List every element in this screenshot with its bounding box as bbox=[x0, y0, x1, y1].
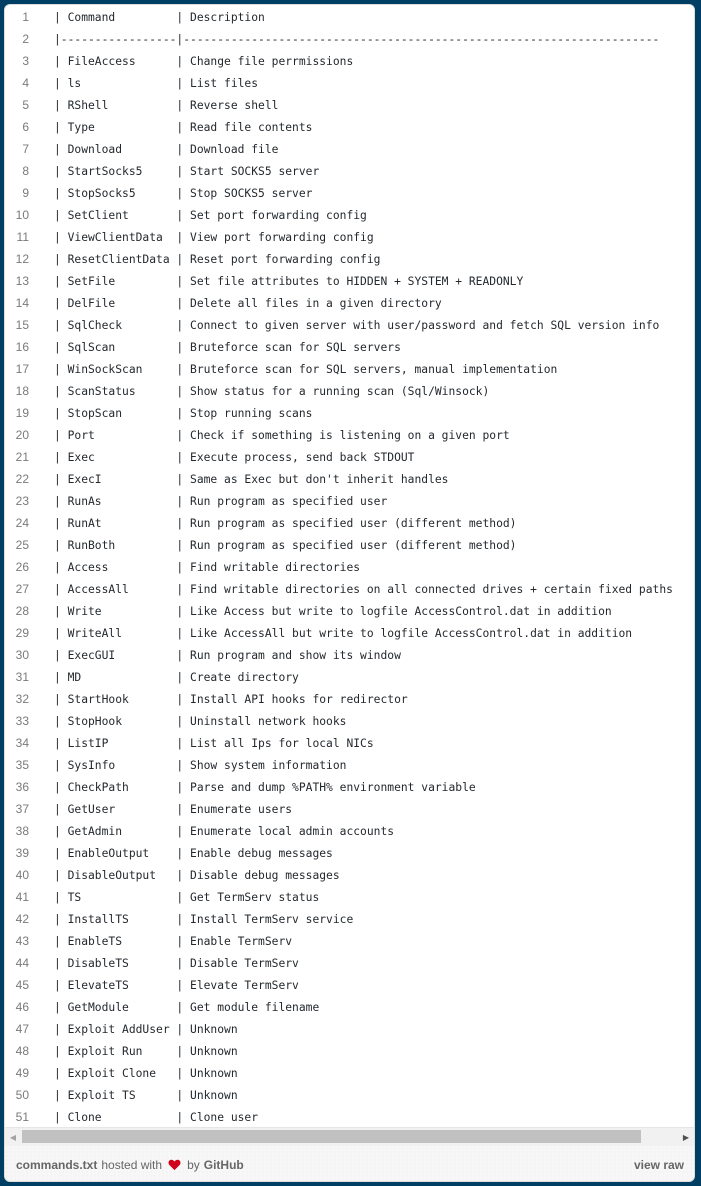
code-line bbox=[5, 314, 673, 336]
line-number[interactable]: 17 bbox=[15, 362, 29, 376]
line-content: | ScanStatus | Show status for a running scan (Sql/Winsock) bbox=[54, 384, 490, 398]
code-line bbox=[5, 556, 673, 578]
line-content: | Exploit AddUser | Unknown bbox=[54, 1022, 238, 1036]
code-line bbox=[5, 578, 673, 600]
line-content: | GetAdmin | Enumerate local admin accounts bbox=[54, 824, 395, 838]
code-line bbox=[5, 622, 673, 644]
code-line bbox=[5, 138, 673, 160]
line-number[interactable]: 23 bbox=[15, 494, 29, 508]
code-line bbox=[5, 1040, 673, 1062]
code-line bbox=[5, 1018, 673, 1040]
code-line bbox=[5, 292, 673, 314]
view-raw-link[interactable]: view raw bbox=[633, 1158, 684, 1172]
line-number[interactable]: 12 bbox=[15, 252, 29, 266]
code-line bbox=[5, 732, 673, 754]
line-content: | AccessAll | Find writable directories on all connected drives + certain fixed paths bbox=[54, 582, 673, 596]
line-number[interactable]: 11 bbox=[16, 230, 29, 244]
horizontal-scrollbar[interactable] bbox=[5, 1127, 694, 1147]
line-number[interactable]: 27 bbox=[15, 582, 29, 596]
line-content: | CheckPath | Parse and dump %PATH% environment variable bbox=[54, 780, 476, 794]
line-number[interactable]: 10 bbox=[15, 208, 29, 222]
line-number[interactable]: 16 bbox=[15, 340, 29, 354]
code-line bbox=[5, 1106, 673, 1127]
code-line bbox=[5, 6, 673, 28]
line-content: | Exploit Run | Unknown bbox=[54, 1044, 238, 1058]
gist-embed bbox=[4, 4, 695, 1182]
line-number[interactable]: 32 bbox=[15, 692, 29, 706]
line-number[interactable]: 39 bbox=[15, 846, 29, 860]
github-link[interactable]: GitHub bbox=[203, 1158, 244, 1172]
line-number[interactable]: 46 bbox=[15, 1000, 29, 1014]
line-content: | StartHook | Install API hooks for redirector bbox=[54, 692, 408, 706]
line-number[interactable]: 42 bbox=[15, 912, 29, 926]
line-content: | MD | Create directory bbox=[54, 670, 299, 684]
code-lines bbox=[5, 6, 673, 1127]
code-line bbox=[5, 952, 673, 974]
code-line bbox=[5, 182, 673, 204]
line-content: | ExecGUI | Run program and show its window bbox=[54, 648, 401, 662]
gist-footer-credit bbox=[16, 1158, 244, 1172]
line-number[interactable]: 3 bbox=[22, 54, 29, 68]
line-number[interactable]: 1 bbox=[22, 10, 29, 24]
line-number[interactable]: 2 bbox=[22, 32, 29, 46]
line-content: | Exploit Clone | Unknown bbox=[54, 1066, 238, 1080]
line-content: | Exec | Execute process, send back STDOUT bbox=[54, 450, 415, 464]
code-line bbox=[5, 160, 673, 182]
heart-icon bbox=[168, 1159, 181, 1171]
code-line bbox=[5, 424, 673, 446]
line-content: | Port | Check if something is listening on a given port bbox=[54, 428, 510, 442]
by-text: by bbox=[187, 1158, 200, 1172]
line-number[interactable]: 21 bbox=[15, 450, 29, 464]
code-line bbox=[5, 688, 673, 710]
code-line bbox=[5, 864, 673, 886]
line-content: | StopScan | Stop running scans bbox=[54, 406, 313, 420]
gist-footer bbox=[5, 1146, 694, 1181]
code-line bbox=[5, 28, 673, 50]
line-content: | DisableOutput | Disable debug messages bbox=[54, 868, 340, 882]
line-content: | ViewClientData | View port forwarding config bbox=[54, 230, 374, 244]
code-line bbox=[5, 358, 673, 380]
line-number[interactable]: 13 bbox=[15, 274, 29, 288]
code-line bbox=[5, 534, 673, 556]
code-line bbox=[5, 402, 673, 424]
line-content: | TS | Get TermServ status bbox=[54, 890, 320, 904]
scroll-left-arrow-icon[interactable]: ◀ bbox=[9, 1132, 17, 1142]
code-line bbox=[5, 490, 673, 512]
code-line bbox=[5, 116, 673, 138]
line-content: | SetFile | Set file attributes to HIDDEN + SYSTEM + READONLY bbox=[54, 274, 524, 288]
line-content: | InstallTS | Install TermServ service bbox=[54, 912, 354, 926]
line-number[interactable]: 37 bbox=[15, 802, 29, 816]
line-number[interactable]: 35 bbox=[15, 758, 29, 772]
line-number[interactable]: 48 bbox=[15, 1044, 29, 1058]
code-line bbox=[5, 600, 673, 622]
code-line bbox=[5, 908, 673, 930]
line-content: | ListIP | List all Ips for local NICs bbox=[54, 736, 374, 750]
line-number[interactable]: 38 bbox=[15, 824, 29, 838]
line-number[interactable]: 51 bbox=[15, 1110, 29, 1124]
code-line bbox=[5, 842, 673, 864]
line-number[interactable]: 9 bbox=[22, 186, 29, 200]
line-content: | EnableOutput | Enable debug messages bbox=[54, 846, 333, 860]
line-number[interactable]: 14 bbox=[15, 296, 29, 310]
line-number[interactable]: 29 bbox=[15, 626, 29, 640]
line-content: | SetClient | Set port forwarding config bbox=[54, 208, 367, 222]
line-number[interactable]: 33 bbox=[15, 714, 29, 728]
line-number[interactable]: 5 bbox=[22, 98, 29, 112]
line-number[interactable]: 41 bbox=[15, 890, 29, 904]
line-number[interactable]: 7 bbox=[22, 142, 29, 156]
gist-footer-actions bbox=[634, 1158, 684, 1172]
code-line bbox=[5, 204, 673, 226]
line-number[interactable]: 4 bbox=[22, 76, 29, 90]
line-content: | RunAt | Run program as specified user (different method) bbox=[54, 516, 517, 530]
hosted-with-text: hosted with bbox=[101, 1158, 163, 1172]
code-line bbox=[5, 72, 673, 94]
line-content: | ResetClientData | Reset port forwarding config bbox=[54, 252, 381, 266]
line-content: | WriteAll | Like AccessAll but write to logfile AccessControl.dat in addition bbox=[54, 626, 633, 640]
line-number[interactable]: 8 bbox=[22, 164, 29, 178]
code-line bbox=[5, 776, 673, 798]
line-content: | ls | List files bbox=[54, 76, 259, 90]
line-number[interactable]: 49 bbox=[15, 1066, 29, 1080]
line-number[interactable]: 30 bbox=[15, 648, 29, 662]
line-content: | Download | Download file bbox=[54, 142, 279, 156]
line-number[interactable]: 26 bbox=[15, 560, 29, 574]
code-line bbox=[5, 710, 673, 732]
line-content: | GetUser | Enumerate users bbox=[54, 802, 293, 816]
line-content: | StopHook | Uninstall network hooks bbox=[54, 714, 347, 728]
line-number[interactable]: 44 bbox=[15, 956, 29, 970]
code-line bbox=[5, 930, 673, 952]
line-number[interactable]: 28 bbox=[15, 604, 29, 618]
line-number[interactable]: 25 bbox=[15, 538, 29, 552]
line-number[interactable]: 6 bbox=[22, 120, 29, 134]
code-line bbox=[5, 446, 673, 468]
code-line bbox=[5, 50, 673, 72]
line-number[interactable]: 19 bbox=[15, 406, 29, 420]
line-content: | DelFile | Delete all files in a given directory bbox=[54, 296, 442, 310]
line-content: | ExecI | Same as Exec but don't inherit handles bbox=[54, 472, 449, 486]
code-line bbox=[5, 798, 673, 820]
line-content: | Access | Find writable directories bbox=[54, 560, 361, 574]
line-content: | StopSocks5 | Stop SOCKS5 server bbox=[54, 186, 313, 200]
code-line bbox=[5, 226, 673, 248]
line-content: |-----------------|---------------------------------------------------------------------- bbox=[54, 32, 660, 46]
line-content: | RShell | Reverse shell bbox=[54, 98, 279, 112]
line-content: | SysInfo | Show system information bbox=[54, 758, 347, 772]
line-content: | ElevateTS | Elevate TermServ bbox=[54, 978, 299, 992]
line-content: | StartSocks5 | Start SOCKS5 server bbox=[54, 164, 320, 178]
line-content: | SqlScan | Bruteforce scan for SQL servers bbox=[54, 340, 401, 354]
line-content: | Write | Like Access but write to logfile AccessControl.dat in addition bbox=[54, 604, 612, 618]
line-number[interactable]: 50 bbox=[15, 1088, 29, 1102]
code-line bbox=[5, 336, 673, 358]
line-content: | RunBoth | Run program as specified user (different method) bbox=[54, 538, 517, 552]
line-number[interactable]: 24 bbox=[15, 516, 29, 530]
code-line bbox=[5, 1084, 673, 1106]
scroll-right-arrow-icon[interactable]: ▶ bbox=[682, 1132, 690, 1142]
line-content: | Exploit TS | Unknown bbox=[54, 1088, 238, 1102]
line-content: | Type | Read file contents bbox=[54, 120, 313, 134]
line-number[interactable]: 47 bbox=[15, 1022, 29, 1036]
code-line bbox=[5, 1062, 673, 1084]
line-number[interactable]: 34 bbox=[15, 736, 29, 750]
code-line bbox=[5, 644, 673, 666]
line-number[interactable]: 31 bbox=[15, 670, 29, 684]
line-number[interactable]: 40 bbox=[15, 868, 29, 882]
code-line bbox=[5, 248, 673, 270]
code-line bbox=[5, 270, 673, 292]
line-content: | DisableTS | Disable TermServ bbox=[54, 956, 299, 970]
code-line bbox=[5, 820, 673, 842]
line-content: | GetModule | Get module filename bbox=[54, 1000, 320, 1014]
line-content: | EnableTS | Enable TermServ bbox=[54, 934, 293, 948]
code-line bbox=[5, 754, 673, 776]
line-content: | Command | Description bbox=[54, 10, 265, 24]
code-line bbox=[5, 666, 673, 688]
line-number[interactable]: 20 bbox=[15, 428, 29, 442]
line-number[interactable]: 45 bbox=[15, 978, 29, 992]
line-content: | Clone | Clone user bbox=[54, 1110, 259, 1124]
code-line bbox=[5, 380, 673, 402]
code-table bbox=[5, 6, 673, 1127]
gist-file-content bbox=[5, 5, 694, 1127]
code-line bbox=[5, 974, 673, 996]
scrollbar-thumb[interactable] bbox=[22, 1130, 641, 1143]
code-line bbox=[5, 996, 673, 1018]
line-number[interactable]: 22 bbox=[15, 472, 29, 486]
filename-link[interactable]: commands.txt bbox=[16, 1158, 98, 1172]
line-number[interactable]: 18 bbox=[15, 384, 29, 398]
line-content: | WinSockScan | Bruteforce scan for SQL servers, manual implementation bbox=[54, 362, 558, 376]
code-line bbox=[5, 468, 673, 490]
code-line bbox=[5, 512, 673, 534]
code-line bbox=[5, 886, 673, 908]
line-content: | FileAccess | Change file perrmissions bbox=[54, 54, 354, 68]
line-number[interactable]: 15 bbox=[15, 318, 29, 332]
line-number[interactable]: 43 bbox=[15, 934, 29, 948]
line-content: | SqlCheck | Connect to given server with user/password and fetch SQL version info bbox=[54, 318, 660, 332]
code-line bbox=[5, 94, 673, 116]
line-number[interactable]: 36 bbox=[15, 780, 29, 794]
line-content: | RunAs | Run program as specified user bbox=[54, 494, 388, 508]
